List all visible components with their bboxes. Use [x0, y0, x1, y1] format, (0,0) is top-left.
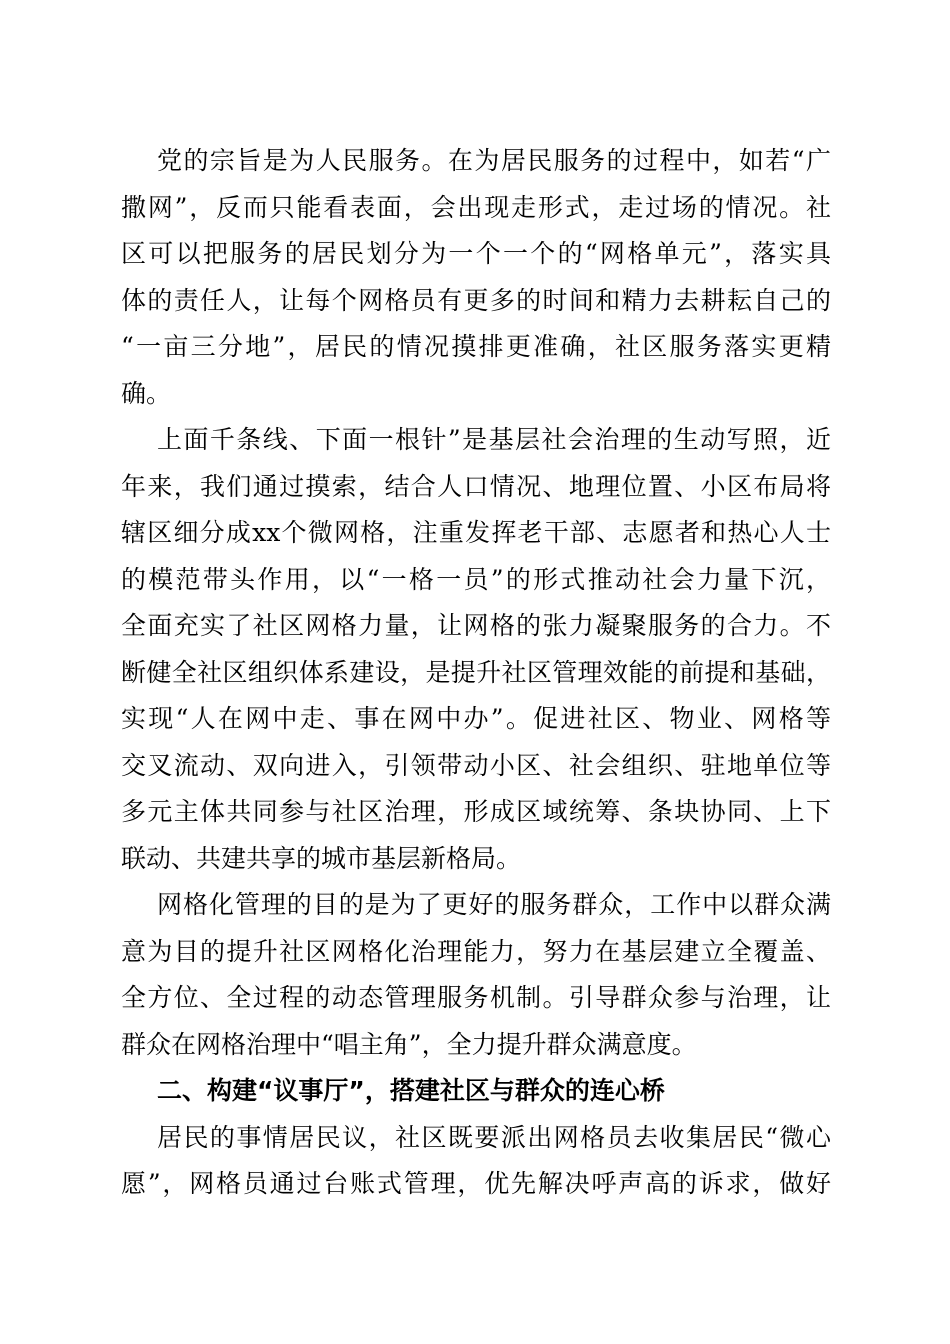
text-line: 年来，我们通过摸索，结合人口情况、地理位置、小区布局将: [121, 471, 831, 501]
document-body: [121, 138, 831, 1208]
paragraph-3: [121, 882, 831, 1068]
text-line: 全方位、全过程的动态管理服务机制。引导群众参与治理，让: [121, 983, 831, 1012]
paragraph-4: [121, 1115, 831, 1208]
text-line: 愿”，网格员通过台账式管理，优先解决呼声高的诉求，做好: [121, 1169, 831, 1198]
text-line: 居民的事情居民议，社区既要派出网格员去收集居民“微心: [157, 1122, 831, 1152]
text-line: 联动、共建共享的城市基层新格局。: [121, 843, 522, 873]
text-line: 全面充实了社区网格力量，让网格的张力凝聚服务的合力。不: [121, 611, 831, 640]
text-line: 网格化管理的目的是为了更好的服务群众，工作中以群众满: [157, 890, 831, 919]
text-line: 撒网”，反而只能看表面，会出现走形式，走过场的情况。社: [121, 192, 831, 222]
text-line: 多元主体共同参与社区治理，形成区域统筹、条块协同、上下: [121, 797, 831, 826]
text-line: 上面千条线、下面一根针”是基层社会治理的生动写照，近: [157, 425, 831, 454]
text-line: 的模范带头作用，以“一格一员”的形式推动社会力量下沉，: [121, 564, 831, 594]
paragraph-1: [121, 138, 831, 417]
text-line: 群众在网格治理中“唱主角”，全力提升群众满意度。: [121, 1029, 697, 1059]
text-line: 辖区细分成xx个微网格，注重发挥老干部、志愿者和热心人士: [121, 518, 831, 547]
text-line: 体的责任人，让每个网格员有更多的时间和精力去耕耘自己的: [121, 285, 831, 315]
text-line: 实现“人在网中走、事在网中办”。促进社区、物业、网格等: [121, 704, 831, 733]
text-line: 断健全社区组织体系建设，是提升社区管理效能的前提和基础，: [121, 657, 831, 687]
text-line: 意为目的提升社区网格化治理能力，努力在基层建立全覆盖、: [121, 936, 831, 966]
section-heading-text: 二、构建“议事厅”，搭建社区与群众的连心桥: [157, 1076, 665, 1105]
text-line: 党的宗旨是为人民服务。在为居民服务的过程中，如若“广: [157, 146, 831, 175]
text-line: “一亩三分地”，居民的情况摸排更准确，社区服务落实更精: [121, 332, 831, 361]
paragraph-2: [121, 417, 831, 882]
text-line: 区可以把服务的居民划分为一个一个的“网格单元”，落实具: [121, 239, 831, 268]
section-heading: [121, 1068, 831, 1115]
text-line: 确。: [121, 378, 172, 408]
text-line: 交叉流动、双向进入，引领带动小区、社会组织、驻地单位等: [121, 750, 831, 780]
